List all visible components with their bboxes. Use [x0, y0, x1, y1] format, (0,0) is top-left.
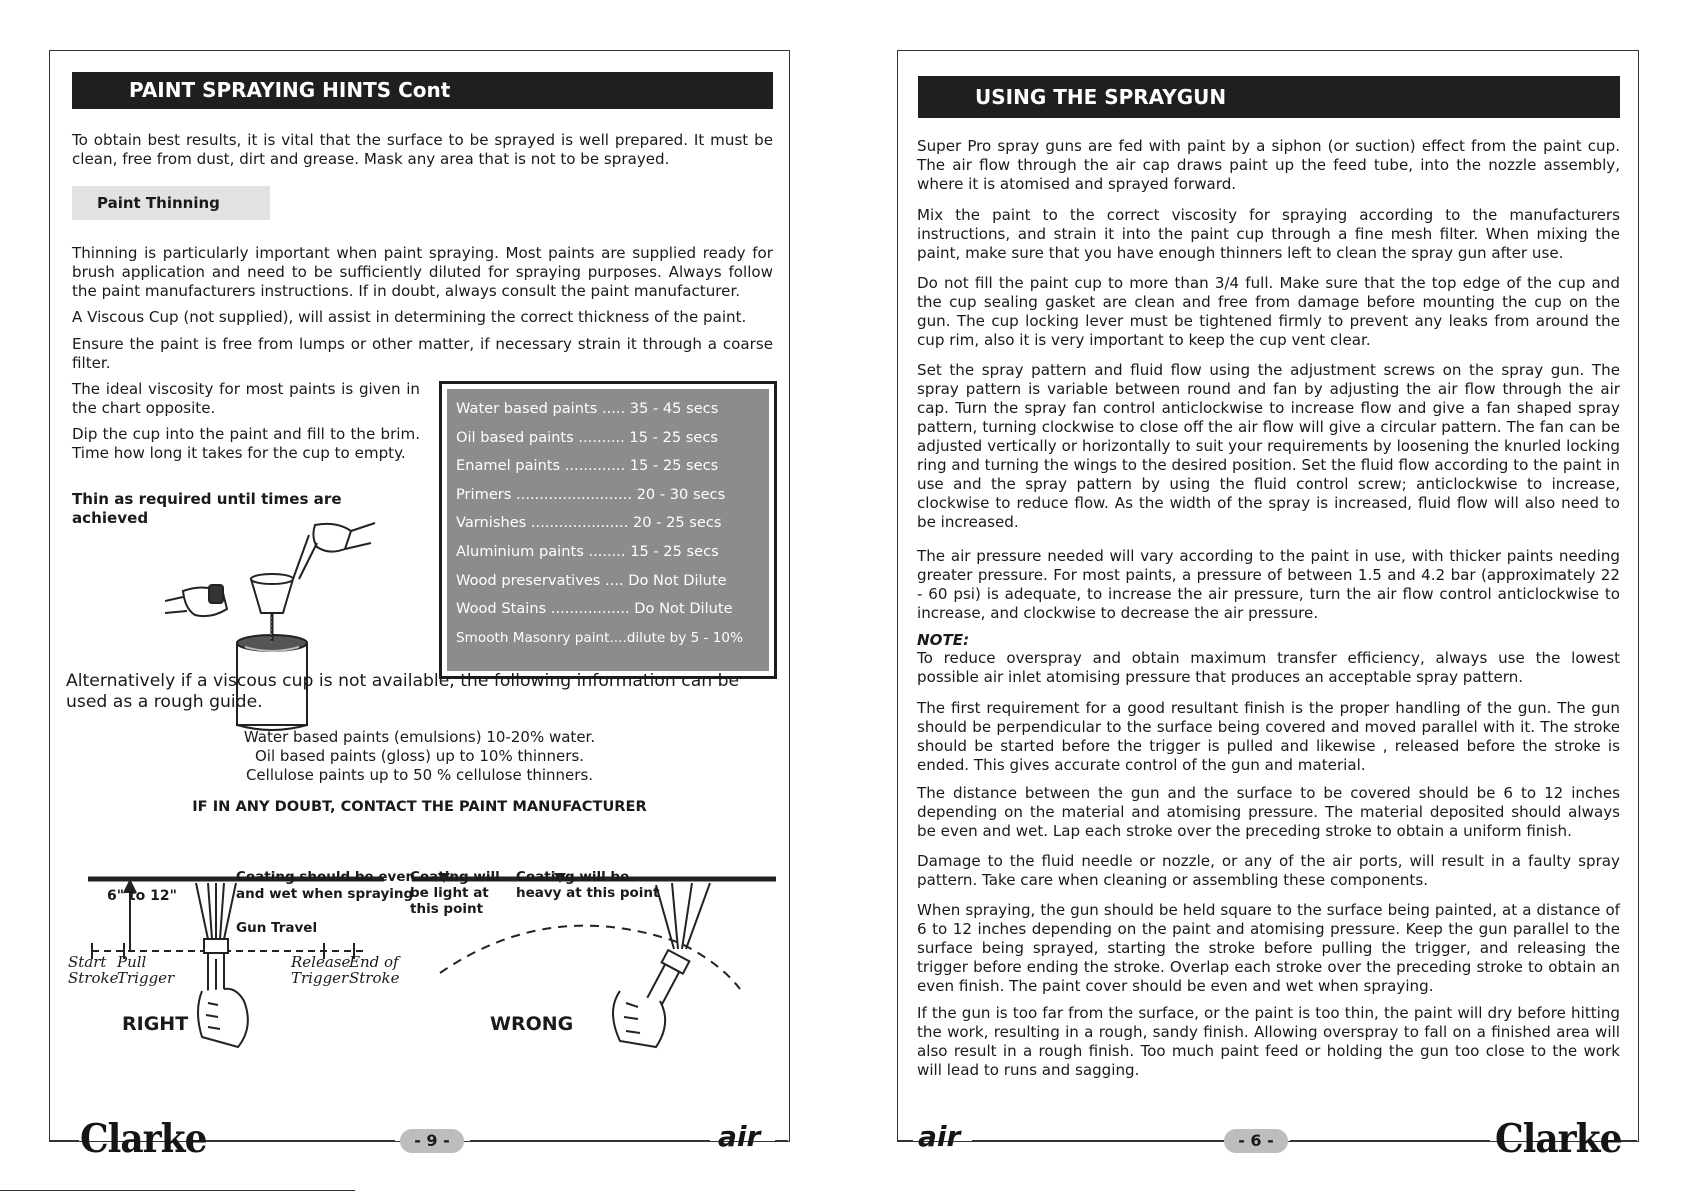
footer-rule: [200, 1140, 395, 1141]
thinning-paragraph: Thinning is particularly important when paint spraying. Most paints are supplied ready for brush application and need to be sufficiently diluted for spraying purposes. Always follow the paint manufacturers instructions. If in doubt, always consult the paint manufacturer.: [72, 244, 773, 300]
note-label: NOTE:: [917, 631, 970, 649]
spraygun-paragraph-6: The first requirement for a good resultant finish is the proper handling of the gun. The gun should be perpendicular to the surface being covered and moved parallel with it. The stroke should be started before the trigger is pulled and likewise , released before the stroke is ended. This gives accurate control of the gun and material.: [917, 699, 1620, 774]
viscosity-row: Oil based paints .......... 15 - 25 secs: [456, 428, 718, 446]
spraygun-paragraph-4: Set the spray pattern and fluid flow using the adjustment screws on the spray gun. The spray pattern is variable between round and fan by adjusting the air flow through the air cap. Turn the spray fan control anticlockwise to increase flow and give a fan shaped spray pattern, turning clockwise to close off the air flow will give a circular pattern. The fan can be adjusted vertically or horizontally to suit your requirements by loosening the knurled locking ring and turning the wings to the desired position. Set the fluid flow according to the paint in use and the spray pattern by using the fluid control screw; anticlockwise to increase, clockwise to reduce flow. As the width of the spray is increased, fluid flow will also need to be increased.: [917, 361, 1620, 531]
footer-rule: [897, 1140, 913, 1141]
footer-rule: [775, 1140, 788, 1141]
paint-thinning-heading: Paint Thinning: [72, 186, 270, 220]
viscous-cup-paragraph: A Viscous Cup (not supplied), will assist in determining the correct thickness of the paint.: [72, 308, 747, 326]
footer-rule: [470, 1140, 710, 1141]
distance-label: 6" to 12": [107, 888, 177, 904]
doubt-notice: IF IN ANY DOUBT, CONTACT THE PAINT MANUFACTURER: [192, 798, 647, 815]
pull-trigger-label: Pull Trigger: [117, 953, 175, 987]
clarke-logo: Clarke: [1495, 1115, 1622, 1163]
spraygun-paragraph-10: If the gun is too far from the surface, or the paint is too thin, the paint will dry before hitting the work, resulting in a rough, sandy finish. Allowing overspray to fall on a finished area will also result in a rough finish. Too much paint feed or holding the gun too close to the work will lead to runs and sagging.: [917, 1004, 1620, 1079]
spraygun-paragraph-2: Mix the paint to the correct viscosity for spraying according to the manufacturers instructions, and strain it into the paint cup through a fine mesh filter. When mixing the paint, make sure that you have enough thinners left to clean the spray gun after use.: [917, 206, 1620, 262]
footer-rule: [1290, 1140, 1490, 1141]
alternative-paragraph: Alternatively if a viscous cup is not available, the following information can be used as a rough guide.: [66, 671, 740, 712]
ideal-viscosity-paragraph: The ideal viscosity for most paints is given in the chart opposite.: [72, 380, 420, 417]
coating-even-label: Coating should be even and wet when spraying: [236, 869, 416, 902]
guide-cellulose: Cellulose paints up to 50 % cellulose thinners.: [245, 766, 594, 784]
viscosity-chart-panel: [447, 389, 769, 671]
spraygun-paragraph-1: Super Pro spray guns are fed with paint by a siphon (or suction) effect from the paint cup. The air flow through the air cap draws paint up the feed tube, into the nozzle assembly, where it is atomised and sprayed forward.: [917, 137, 1620, 193]
footer-rule: [1620, 1140, 1637, 1141]
air-logo: air: [918, 1120, 961, 1153]
viscosity-row: Wood Stains ................. Do Not Dilute: [456, 600, 733, 618]
gun-travel-label: Gun Travel: [236, 920, 318, 936]
spraygun-paragraph-3: Do not fill the paint cup to more than 3/4 full. Make sure that the top edge of the cup and the cup sealing gasket are clean and free from damage before mounting the cup on the gun. The cup locking lever must be tightened firmly to prevent any leaks from around the cup rim, also it is very important to keep the cup vent clear.: [917, 274, 1620, 349]
dip-cup-paragraph: Dip the cup into the paint and fill to the brim. Time how long it takes for the cup to empty.: [72, 425, 420, 462]
release-trigger-label: Release Trigger: [291, 953, 351, 987]
page-number: - 9 -: [400, 1129, 464, 1153]
right-caption: RIGHT: [122, 1013, 189, 1035]
spraygun-paragraph-8: Damage to the fluid needle or nozzle, or any of the air ports, will result in a faulty spray pattern. Take care when cleaning or assembling these components.: [917, 852, 1620, 889]
wrong-caption: WRONG: [490, 1013, 574, 1035]
guide-oil: Oil based paints (gloss) up to 10% thinners.: [254, 747, 585, 765]
end-stroke-label: End of Stroke: [349, 953, 400, 987]
coating-light-label: Coating will be light at this point: [410, 869, 500, 917]
viscosity-row: Wood preservatives .... Do Not Dilute: [456, 571, 727, 589]
viscosity-row: Enamel paints ............. 15 - 25 secs: [456, 457, 719, 475]
page-number: - 6 -: [1224, 1129, 1288, 1153]
air-logo: air: [718, 1120, 761, 1153]
viscosity-chart: [439, 381, 777, 679]
coating-heavy-label: Coating will be heavy at this point: [516, 869, 660, 901]
viscosity-row: Varnishes ..................... 20 - 25 secs: [456, 514, 722, 532]
viscosity-row: Aluminium paints ........ 15 - 25 secs: [456, 543, 719, 560]
start-stroke-label: Start Stroke: [68, 953, 119, 987]
viscosity-row: Water based paints ..... 35 - 45 secs: [456, 400, 719, 417]
viscosity-row: Primers ......................... 20 - 30 secs: [456, 485, 726, 503]
right-page: [897, 50, 1639, 1142]
viscosity-row: Smooth Masonry paint....dilute by 5 - 10%: [456, 629, 743, 646]
spraygun-paragraph-9: When spraying, the gun should be held square to the surface being painted, at a distance of 6 to 12 inches depending on the paint and atomising pressure. Keep the gun parallel to the surface being sprayed, starting the stroke before pulling the trigger, and releasing the trigger before ending the stroke. Overlap each stroke over the preceding stroke to obtain an even finish. The paint cover should be even and wet when spraying.: [917, 901, 1620, 995]
left-page-banner: PAINT SPRAYING HINTS Cont: [72, 72, 773, 109]
spraygun-paragraph-7: The distance between the gun and the surface to be covered should be 6 to 12 inches depending on the material and atomising pressure. The material deposited should always be even and wet. Lap each stroke over the preceding stroke to obtain a uniform finish.: [917, 784, 1620, 840]
note-paragraph: To reduce overspray and obtain maximum transfer efficiency, always use the lowest possible air inlet atomising pressure that produces an acceptable spray pattern.: [917, 649, 1620, 686]
thin-note: Thin as required until times are achieved: [72, 490, 342, 527]
clarke-logo: Clarke: [80, 1115, 207, 1163]
right-page-banner: USING THE SPRAYGUN: [918, 76, 1620, 118]
left-page: [49, 50, 790, 1142]
filter-paragraph: Ensure the paint is free from lumps or other matter, if necessary strain it through a coarse filter.: [72, 335, 773, 372]
guide-water: Water based paints (emulsions) 10-20% water.: [243, 728, 596, 746]
spraygun-paragraph-5: The air pressure needed will vary according to the paint in use, with thicker paints needing greater pressure. For most paints, a pressure of between 1.5 and 4.2 bar (approximately 22 - 60 psi) is adequate, to increase the air pressure, turn the air flow control anticlockwise to increase, and clockwise to decrease the air pressure.: [917, 547, 1620, 622]
intro-paragraph: To obtain best results, it is vital that the surface to be sprayed is well prepared. It must be clean, free from dust, dirt and grease. Mask any area that is not to be sprayed.: [72, 131, 773, 168]
footer-rule: [49, 1140, 79, 1141]
footer-rule: [972, 1140, 1224, 1141]
